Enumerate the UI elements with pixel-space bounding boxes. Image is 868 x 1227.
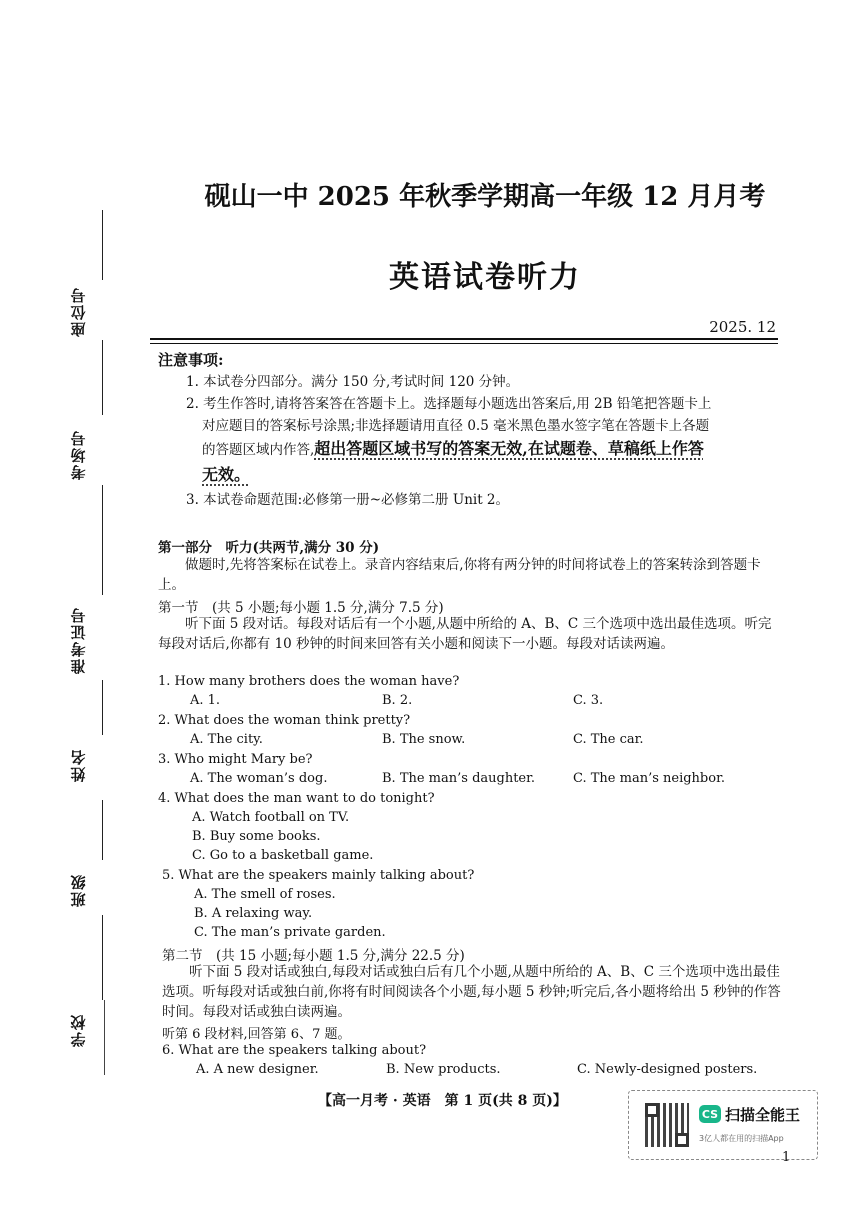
q5-option-c: C. The man’s private garden. [194, 925, 386, 940]
room-label: 考场号 [69, 429, 88, 481]
q4-option-a: A. Watch football on TV. [192, 810, 350, 825]
margin-line [104, 1000, 105, 1075]
seat-label: 座位号 [69, 286, 88, 338]
q4-option-b: B. Buy some books. [192, 829, 321, 844]
section1-heading: 第一节 (共 5 小题;每小题 1.5 分,满分 7.5 分) [158, 600, 444, 616]
school-line [102, 915, 103, 1000]
ticket-line [102, 485, 103, 595]
notice-item-2-line-3 [202, 438, 792, 461]
notice-item-3: 3. 本试卷命题范围:必修第一册~必修第二册 Unit 2。 [186, 492, 510, 508]
camscanner-logo-icon: CS [699, 1105, 721, 1123]
q5-option-b: B. A relaxing way. [194, 906, 313, 921]
q2-option-a: A. The city. [190, 732, 263, 747]
q6-option-b: B. New products. [386, 1062, 501, 1077]
q1-option-a: A. 1. [190, 693, 221, 708]
question-6: 6. What are the speakers talking about? [162, 1043, 427, 1058]
section2-heading: 第二节 (共 15 小题;每小题 1.5 分,满分 22.5 分) [162, 948, 465, 964]
app-tagline: 3亿人都在用的扫描App [699, 1134, 784, 1143]
school-label: 学校 [69, 1013, 88, 1047]
question-2: 2. What does the woman think pretty? [158, 713, 411, 728]
header-rule-thin [150, 343, 778, 344]
notice-emphasis-end: 无效。 [202, 465, 251, 484]
class-line [102, 800, 103, 860]
name-line [102, 680, 103, 735]
section2-intro: 听下面 5 段对话或独白,每段对话或独白后有几个小题,从题中所给的 A、B、C 三个选项中选出最佳选项。听每段对话或独白前,你将有时间阅读各个小题,每小题 5 秒钟;听完后,各小题将给出 5 秒钟的作答时间。每段对话或独白读两遍。 [162, 964, 781, 1020]
q2-option-c: C. The car. [573, 732, 644, 747]
q6-option-c: C. Newly-designed posters. [577, 1062, 758, 1077]
header-rule-thick [150, 338, 778, 340]
part1-heading: 第一部分 听力(共两节,满分 30 分) [158, 540, 380, 556]
part1-intro: 做题时,先将答案标在试卷上。录音内容结束后,你将有两分钟的时间将试卷上的答案转涂到答题卡上。 [158, 557, 761, 593]
q1-option-b: B. 2. [382, 693, 413, 708]
q1-option-c: C. 3. [573, 693, 604, 708]
notice-item-2-line-1: 2. 考生作答时,请将答案答在答题卡上。选择题每小题选出答案后,用 2B 铅笔把答题卡上 [186, 396, 712, 412]
notice-item-2-line-4 [202, 464, 796, 487]
q3-option-a: A. The woman’s dog. [190, 771, 328, 786]
app-name: 扫描全能王 [725, 1106, 801, 1124]
q3-option-c: C. The man’s neighbor. [573, 771, 725, 786]
question-1: 1. How many brothers does the woman have? [158, 674, 460, 689]
q6-option-a: A. A new designer. [196, 1062, 319, 1077]
q2-option-b: B. The snow. [382, 732, 466, 747]
q5-option-a: A. The smell of roses. [194, 887, 336, 902]
q3-option-b: B. The man’s daughter. [382, 771, 536, 786]
seat-line [102, 210, 103, 280]
exam-title: 砚山一中 2025 年秋季学期高一年级 12 月月考 [204, 182, 766, 212]
class-label: 班级 [69, 873, 88, 907]
name-label: 姓名 [69, 748, 88, 782]
question-4: 4. What does the man want to do tonight? [158, 791, 435, 806]
room-line [102, 340, 103, 415]
material-6-instruction: 听第 6 段材料,回答第 6、7 题。 [162, 1027, 351, 1042]
page-footer: 【高一月考 · 英语 第 1 页(共 8 页)】 [318, 1093, 567, 1109]
notice-heading: 注意事项: [158, 351, 224, 369]
question-3: 3. Who might Mary be? [158, 752, 313, 767]
qr-code-icon [645, 1103, 689, 1147]
notice-item-2-line-2: 对应题目的答案标号涂黑;非选择题请用直径 0.5 毫米黑色墨水签字笔在答题卡上各题 [202, 418, 710, 434]
ticket-label: 准考证号 [69, 606, 88, 674]
notice-item-2-text: 的答题区域内作答, [202, 442, 315, 458]
exam-date: 2025. 12 [709, 318, 776, 336]
page-number: 1 [782, 1150, 791, 1165]
notice-item-1: 1. 本试卷分四部分。满分 150 分,考试时间 120 分钟。 [186, 374, 520, 390]
notice-emphasis: 超出答题区域书写的答案无效,在试题卷、草稿纸上作答 [314, 439, 704, 458]
q4-option-c: C. Go to a basketball game. [192, 848, 374, 863]
section1-intro: 听下面 5 段对话。每段对话后有一个小题,从题中所给的 A、B、C 三个选项中选出最佳选项。听完每段对话后,你都有 10 秒钟的时间来回答有关小题和阅读下一小题。每段对话读两遍。 [158, 616, 772, 652]
exam-subtitle: 英语试卷听力 [389, 260, 581, 295]
question-5: 5. What are the speakers mainly talking about? [162, 868, 475, 883]
